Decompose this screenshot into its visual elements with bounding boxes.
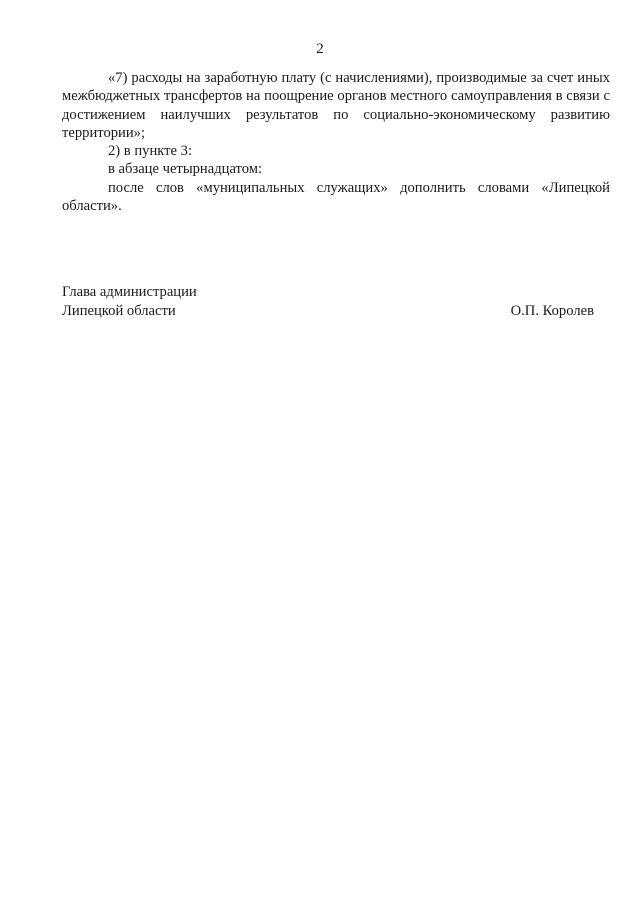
document-body <box>62 69 610 215</box>
signature-row <box>62 302 594 321</box>
page-number: 2 <box>316 41 324 57</box>
paragraph-item-7-amendment: «7) расходы на заработную плату (с начислениями), производимые за счет иных межбюджетных трансфертов на поощрение органов местного самоуправления в связи с достижением наилучших результатов по социально-экономическому развитию территории»; <box>62 70 610 141</box>
paragraph-point-3: 2) в пункте 3: <box>108 143 193 160</box>
signatory-position-line1: Глава администрации <box>62 284 197 300</box>
paragraph-subparagraph-14: в абзаце четырнадцатом: <box>108 161 263 178</box>
signature-block <box>62 283 594 320</box>
signatory-name: О.П. Королев <box>510 302 594 319</box>
paragraph-insertion: после слов «муниципальных служащих» дополнить словами «Липецкой области». <box>62 179 610 215</box>
signatory-position-line2: Липецкой области <box>62 302 176 319</box>
